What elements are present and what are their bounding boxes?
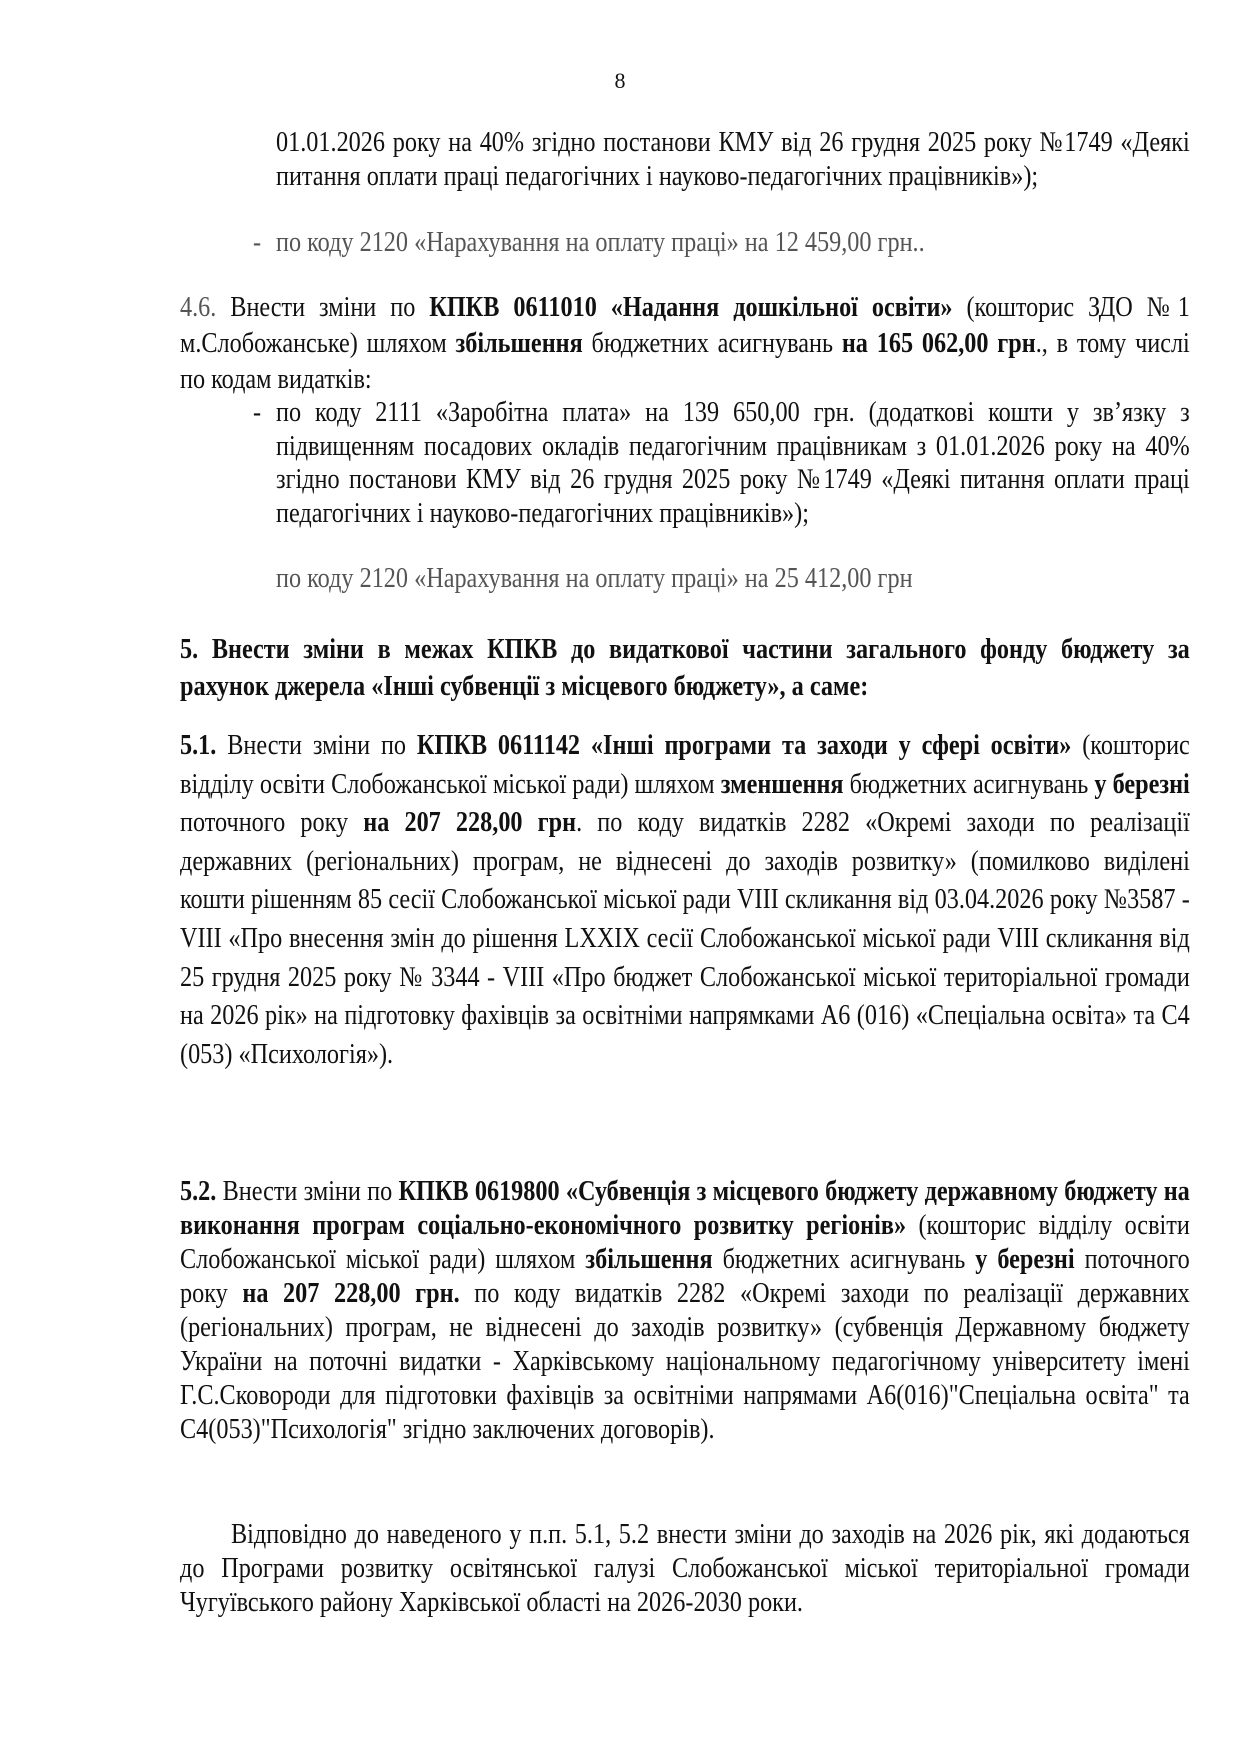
bold-text-run: зменшення — [720, 768, 844, 800]
bold-text-run: збільшення — [455, 328, 583, 359]
bold-text-run: збільшення — [585, 1244, 713, 1275]
bold-text-run: КПКВ 0611142 «Інші програми та заходи у сфері освіти» — [416, 730, 1072, 761]
bold-text-run: КПКВ 0611010 «Надання дошкільної освіти» — [429, 292, 953, 323]
bold-text-run: 5.1. — [180, 730, 217, 761]
paragraph-5-2 — [180, 1175, 1190, 1447]
paragraph-5-1 — [180, 727, 1190, 1074]
text-run: 01.01.2026 року на 40% згідно постанови КМУ від 26 грудня 2025 року №1749 «Деякі питання оплати праці педагогічних і науково-педагогічних працівників»); — [276, 127, 1190, 192]
paragraph-4-6 — [180, 290, 1190, 398]
text-run: бюджетних асигнувань — [843, 768, 1095, 800]
text-run: (кошторис відділу освіти Слобожанської міської ради) шляхом — [180, 730, 1190, 800]
text-run: (кошторис ЗДО №1 м.Слобожанське) шляхом — [180, 292, 1190, 359]
paragraph-final — [180, 1518, 1190, 1620]
text-run: Внести зміни по — [230, 292, 430, 323]
text-run: Внести зміни по — [216, 1176, 399, 1207]
bold-text-run: у березні — [975, 1244, 1075, 1275]
text-run: 4.6. — [180, 292, 231, 323]
text-run: ., в тому числі по кодам видатків: — [180, 328, 1190, 395]
text-run: по коду 2111 «Заробітна плата» на 139 650,00 грн. (додаткові кошти у зв’язку з підвищенням посадових окладів педагогічним працівникам з 01.01.2026 року на 40% згідно постанови КМУ від 26 грудня 2025 року №1749 «Деякі питання оплати праці педагогічних і науково-педагогічних працівників»); — [276, 397, 1190, 529]
bold-text-run: КПКВ 0619800 «Субвенція з місцевого бюджету державному бюджету на виконання програм соціально-економічного розвитку регіонів» — [180, 1176, 1190, 1241]
bold-text-run: 5.2. — [180, 1176, 217, 1207]
list-item-2120-b — [276, 562, 1190, 596]
text-run: Внести зміни по — [216, 730, 417, 761]
text-run: поточного року — [180, 1244, 1190, 1309]
continuation-text — [276, 126, 1190, 194]
page-number: 8 — [614, 68, 626, 93]
text-run: . по коду видатків 2282 «Окремі заходи по реалізації державних (регіональних) програм, не віднесені до заходів розвитку» (помилково виділені кошти рішенням 85 сесії Слобожанської міської ради VIII скликання від 03.04.2026 року №3587 - VIII «Про внесення змін до рішення LXXIX сесії Слобожанської міської ради VIII скликання від 25 грудня 2025 року № 3344 - VIII «Про бюджет Слобожанської міської територіальної громади на 2026 рік» на підготовку фахівців за освітніми напрямками А6 (016) «Спеціальна освіта» та С4 (053) «Психологія»). — [180, 807, 1190, 1070]
text-run: бюджетних асигнувань — [712, 1244, 976, 1275]
bullet-dash: - — [253, 227, 262, 258]
bold-text-run: 5. Внести зміни в межах КПКВ до видаткової частини загального фонду бюджету за рахунок джерела «Інші субвенції з місцевого бюджету», а саме: — [180, 634, 1190, 702]
section-5-heading — [180, 631, 1190, 705]
text-run: Відповідно до наведеного у п.п. 5.1, 5.2 внести зміни до заходів на 2026 рік, які додаються до Програми розвитку освітянської галузі Слобожанської міської територіальної громади Чугуївського району Харківської області на 2026-2030 роки. — [180, 1519, 1190, 1618]
bold-text-run: на 165 062,00 грн — [841, 328, 1036, 359]
text-run: (кошторис відділу освіти Слобожанської міської ради) шляхом — [180, 1210, 1190, 1275]
list-item-2120-a — [253, 226, 1190, 260]
text-run: по коду 2120 «Нарахування на оплату праці» на 25 412,00 грн — [276, 563, 913, 594]
text-run: поточного року — [180, 807, 364, 839]
bold-text-run: на 207 228,00 грн. — [242, 1278, 460, 1309]
text-run: по коду 2120 «Нарахування на оплату праці» на 12 459,00 грн.. — [276, 227, 925, 258]
bullet-dash: - — [253, 397, 262, 428]
text-run: по коду видатків 2282 «Окремі заходи по реалізації державних (регіональних) програм, не віднесені до заходів розвитку» (субвенція Державному бюджету України на поточні видатки - Харківському національному педагогічному університету імені Г.С.Сковороди для підготовки фахівців за освітніми напрямами А6(016)"Спеціальна освіта" та С4(053)"Психологія" згідно заключених договорів). — [180, 1278, 1190, 1445]
bold-text-run: у березні — [1094, 768, 1190, 800]
text-run: бюджетних асигнувань — [582, 328, 842, 359]
list-item-2111 — [253, 396, 1190, 530]
bold-text-run: на 207 228,00 грн — [363, 807, 577, 839]
